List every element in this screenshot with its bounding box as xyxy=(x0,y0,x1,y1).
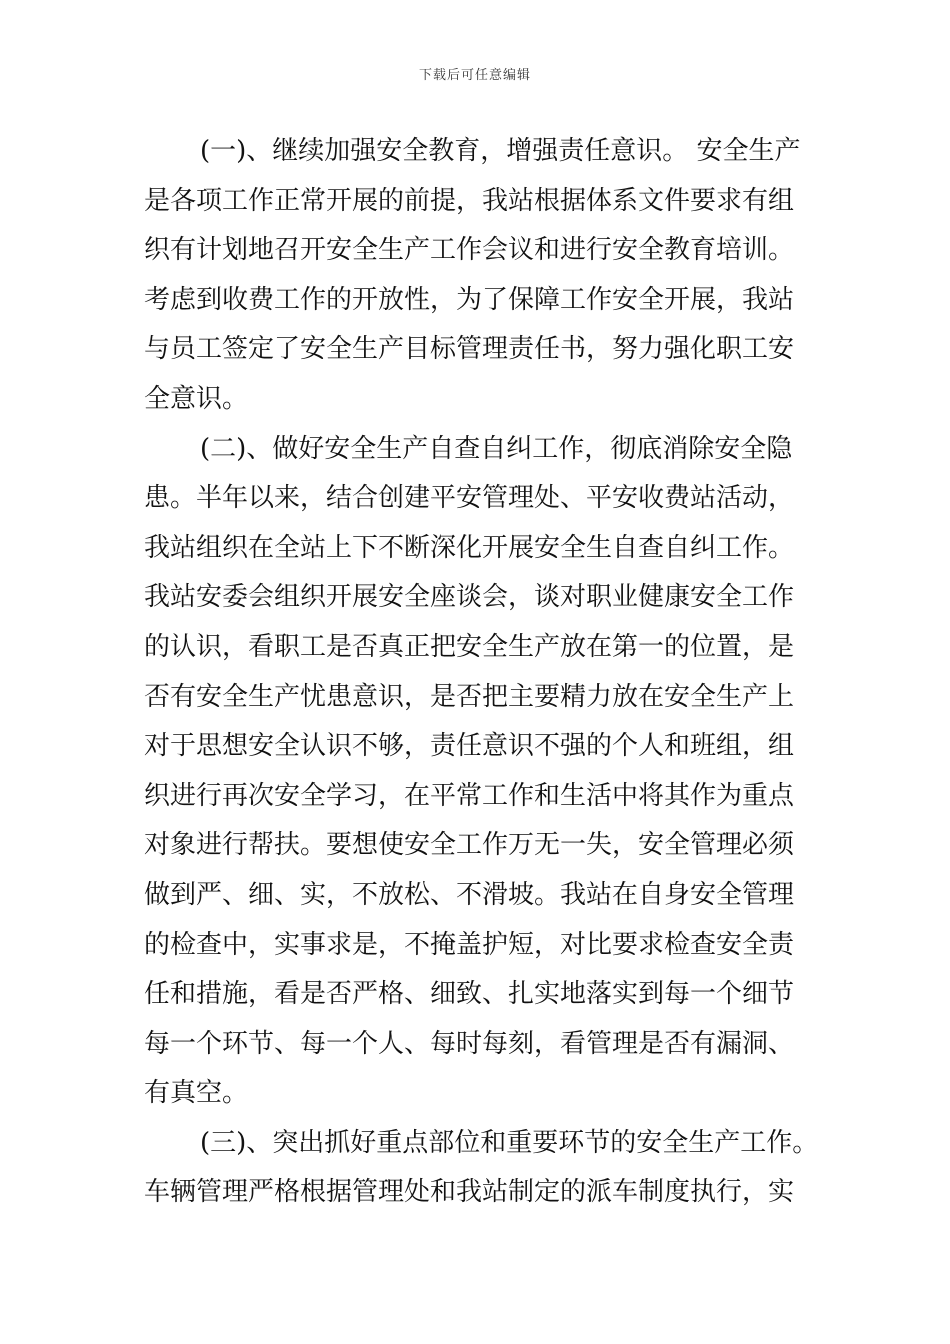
text-line: 织有计划地召开安全生产工作会议和进行安全教育培训。 xyxy=(144,235,795,266)
text-line: 的认识，看职工是否真正把安全生产放在第一的位置，是 xyxy=(144,631,795,662)
header-note: 下载后可任意编辑 xyxy=(418,68,531,83)
text-line: (三)、突出抓好重点部位和重要环节的安全生产工作。 xyxy=(200,1127,819,1158)
text-line: 我站安委会组织开展安全座谈会，谈对职业健康安全工作 xyxy=(144,582,795,613)
text-line: 车辆管理严格根据管理处和我站制定的派车制度执行，实 xyxy=(144,1177,795,1208)
text-line: 患。半年以来，结合创建平安管理处、平安收费站活动， xyxy=(144,483,795,514)
text-line: 考虑到收费工作的开放性，为了保障工作安全开展，我站 xyxy=(144,284,795,315)
text-line: 做到严、细、实，不放松、不滑坡。我站在自身安全管理 xyxy=(144,879,795,910)
text-line: 任和措施，看是否严格、细致、扎实地落实到每一个细节 xyxy=(144,979,795,1010)
text-line: 每一个环节、每一个人、每时每刻，看管理是否有漏洞、 xyxy=(144,1028,795,1059)
text-line: 对于思想安全认识不够，责任意识不强的个人和班组，组 xyxy=(144,731,795,762)
text-line: 对象进行帮扶。要想使安全工作万无一失，安全管理必须 xyxy=(144,830,795,861)
text-line: 织进行再次安全学习，在平常工作和生活中将其作为重点 xyxy=(144,780,795,811)
text-line: 的检查中，实事求是，不掩盖护短，对比要求检查安全责 xyxy=(144,929,795,960)
text-line: 全意识。 xyxy=(144,383,249,414)
text-line: 与员工签定了安全生产目标管理责任书，努力强化职工安 xyxy=(144,334,795,365)
text-line: (一)、继续加强安全教育，增强责任意识。 安全生产 xyxy=(200,136,801,166)
text-line: 有真空。 xyxy=(144,1078,249,1109)
text-line: (二)、做好安全生产自查自纠工作，彻底消除安全隐 xyxy=(200,433,793,464)
text-line: 否有安全生产忧患意识，是否把主要精力放在安全生产上 xyxy=(144,681,795,712)
text-line: 是各项工作正常开展的前提，我站根据体系文件要求有组 xyxy=(144,185,795,216)
document-body xyxy=(144,127,819,1218)
text-line: 我站组织在全站上下不断深化开展安全生自查自纠工作。 xyxy=(144,532,795,563)
